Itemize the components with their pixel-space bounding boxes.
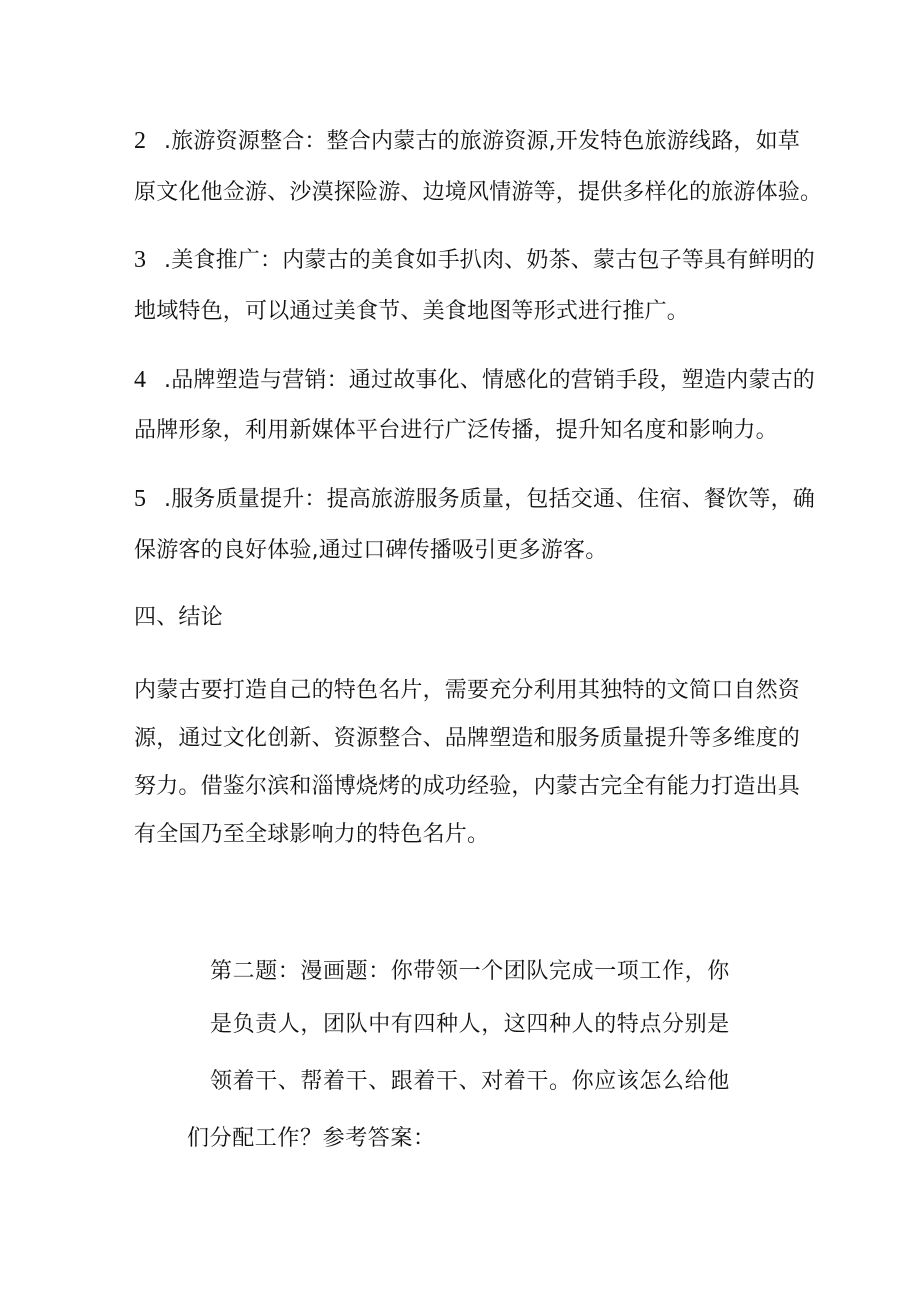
question-line: 们分配工作？参考答案： — [187, 1126, 436, 1151]
item-number: 4 — [134, 367, 147, 393]
item-5-line-1 — [134, 484, 815, 515]
item-3-line-1 — [134, 245, 815, 276]
item-5-line-2: 保游客的良好体验,通过口碑传播吸引更多游客。 — [134, 538, 608, 563]
conclusion-line: 源，通过文化创新、资源整合、品牌塑造和服务质量提升等多维度的 — [134, 726, 801, 751]
item-4-line-1 — [134, 365, 815, 396]
question-line: 第二题：漫画题：你带领一个团队完成一项工作，你 — [210, 959, 730, 984]
item-text: .服务质量提升：提高旅游服务质量，包括交通、住宿、餐饮等，确 — [164, 487, 815, 512]
item-text: .美食推广：内蒙古的美食如手扒肉、奶茶、蒙古包子等具有鲜明的 — [164, 248, 815, 273]
conclusion-line: 内蒙古要打造自己的特色名片，需要充分利用其独特的文简口自然资 — [134, 678, 801, 703]
item-4-line-2: 品牌形象，利用新媒体平台进行广泛传播，提升知名度和影响力。 — [134, 418, 778, 443]
conclusion-line: 有全国乃至全球影响力的特色名片。 — [134, 822, 490, 847]
item-number: 3 — [134, 247, 147, 273]
item-text: .品牌塑造与营销：通过故事化、情感化的营销手段，塑造内蒙古的 — [164, 368, 815, 393]
question-line: 领着干、帮着干、跟着干、对着干。你应该怎么给他 — [210, 1069, 730, 1094]
item-3-line-2: 地域特色，可以通过美食节、美食地图等形式进行推广。 — [134, 299, 690, 324]
item-number: 5 — [134, 486, 147, 512]
item-text: .旅游资源整合：整合内蒙古的旅游资源,开发特色旅游线路，如草 — [164, 129, 800, 154]
conclusion-heading: 四、结论 — [134, 605, 223, 630]
item-number: 2 — [134, 128, 147, 154]
question-line: 是负责人，团队中有四种人，这四种人的特点分别是 — [210, 1012, 730, 1037]
item-2-line-1 — [134, 126, 800, 157]
conclusion-line: 努力。借鉴尔滨和淄博烧烤的成功经验，内蒙古完全有能力打造出具 — [134, 774, 801, 799]
item-2-line-2: 原文化他佥游、沙漠探险游、边境风情游等，提供多样化的旅游体验。 — [134, 180, 823, 205]
